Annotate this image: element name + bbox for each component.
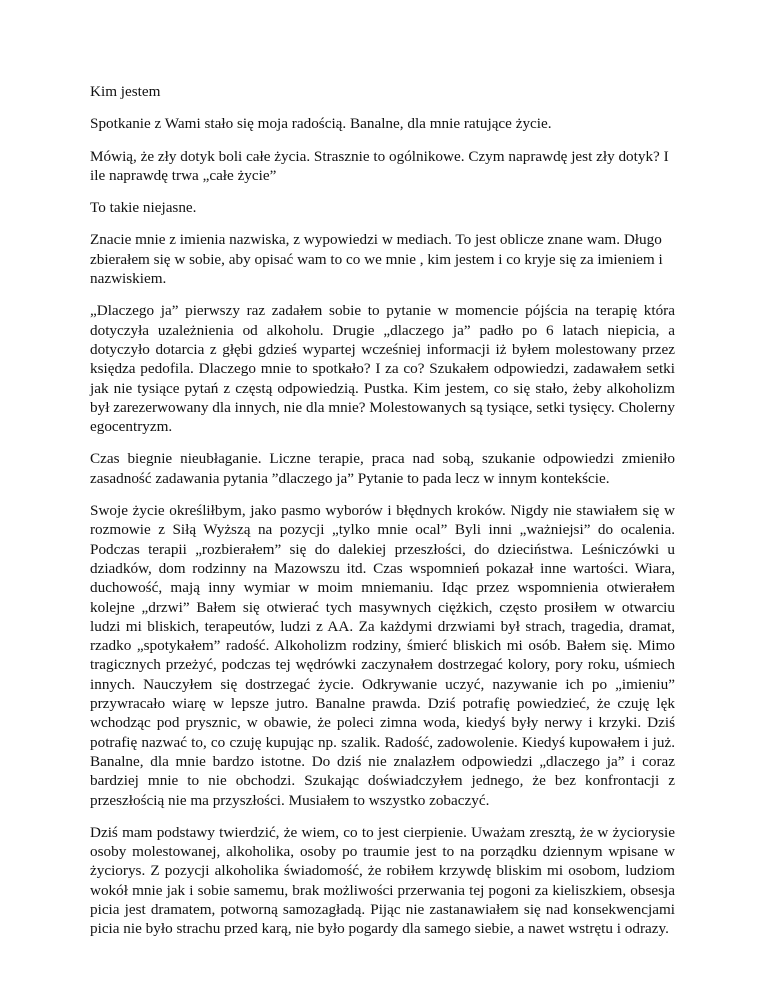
paragraph-1: Spotkanie z Wami stało się moja radością. Banalne, dla mnie ratujące życie. [90,115,552,133]
paragraph-8: Dziś mam podstawy twierdzić, że wiem, co to jest cierpienie. Uważam zresztą, że w życiorysie osoby molestowanej, alkoholika, osoby po traumie jest to na porządku dziennym wpisane w życiorys. Z pozycji alkoholika świadomość, że robiłem krzywdę bliskim mi osobom, ludziom wokół mnie jak i sobie samemu, brak możliwości przerwania tej pogoni za kieliszkiem, obsesja picia jest dramatem, potworną samozagładą. Pijąc nie zastanawiałem się nad konsekwencjami picia nie było strachu przed karą, nie było pogardy dla samego siebie, a nawet wstrętu i odrazy. [90,823,675,938]
document-page [90,82,675,952]
paragraph-4: Znacie mnie z imienia nazwiska, z wypowiedzi w mediach. To jest oblicze znane wam. Długo zbierałem się w sobie, aby opisać wam to co we mnie , kim jestem i co kryje się za imieniem i nazwiskiem. [90,231,663,288]
paragraph-5: „Dlaczego ja” pierwszy raz zadałem sobie to pytanie w momencie pójścia na terapię która dotyczyła uzależnienia od alkoholu. Drugie „dlaczego ja” padło po 6 latach niepicia, a dotyczyło dotarcia z głębi gdzieś wypartej wcześniej informacji iż byłem molestowany przez księdza pedofila. Dlaczego mnie to spotkało? I za co? Szukałem odpowiedzi, zadawałem setki jak nie tysiące pytań z częstą odpowiedzią. Pustka. Kim jestem, co się stało, żeby alkoholizm był zarezerwowany dla innych, nie dla mnie? Molestowanych są tysiące, setki tysięcy. Cholerny egocentryzm. [90,302,675,436]
paragraph-3: To takie niejasne. [90,199,197,217]
document-title: Kim jestem [90,83,161,100]
paragraph-7: Swoje życie określiłbym, jako pasmo wyborów i błędnych kroków. Nigdy nie stawiałem się w rozmowie z Siłą Wyższą na pozycji „tylko mnie ocal” Byli inni „ważniejsi” do ocalenia. Podczas terapii „rozbierałem” się do dalekiej przeszłości, do dzieciństwa. Leśniczówki u dziadków, dom rodzinny na Mazowszu itd. Czas wspomnień pokazał inne wartości. Wiara, duchowość, mają inny wymiar w moim mniemaniu. Idąc przez wspomnienia otwierałem kolejne „drzwi” Bałem się otwierać tych masywnych ciężkich, często prosiłem w otwarciu ludzi mi bliskich, terapeutów, ludzi z AA. Za każdymi drzwiami był strach, tragedia, dramat, rzadko „spotykałem” radość. Alkoholizm rodziny, śmierć bliskich mi osób. Bałem się. Mimo tragicznych przeżyć, podczas tej wędrówki zaczynałem dostrzegać kolory, pory roku, uśmiech innych. Nauczyłem się dostrzegać życie. Odkrywanie uczyć, nazywanie ich po „imieniu” przywracało wiarę w lepsze jutro. Banalne prawda. Dziś potrafię powiedzieć, że czuję lęk wchodząc pod prysznic, w obawie, że poleci zimna woda, kiedyś były nerwy i krzyki. Dziś potrafię nazwać to, co czuję kupując np. szalik. Radość, zadowolenie. Kiedyś kupowałem i już. Banalne, dla mnie bardzo istotne. Do dziś nie znalazłem odpowiedzi „dlaczego ja” i coraz bardziej mnie to nie obchodzi. Szukając doświadczyłem jednego, że bez konfrontacji z przeszłością nie ma przyszłości. Musiałem to wszystko zobaczyć. [90,502,675,809]
paragraph-2: Mówią, że zły dotyk boli całe życia. Strasznie to ogólnikowe. Czym naprawdę jest zły dotyk? I ile naprawdę trwa „całe życie” [90,147,669,184]
paragraph-6: Czas biegnie nieubłaganie. Liczne terapie, praca nad sobą, szukanie odpowiedzi zmieniło zasadność zadawania pytania ”dlaczego ja” Pytanie to pada lecz w innym kontekście. [90,450,675,487]
